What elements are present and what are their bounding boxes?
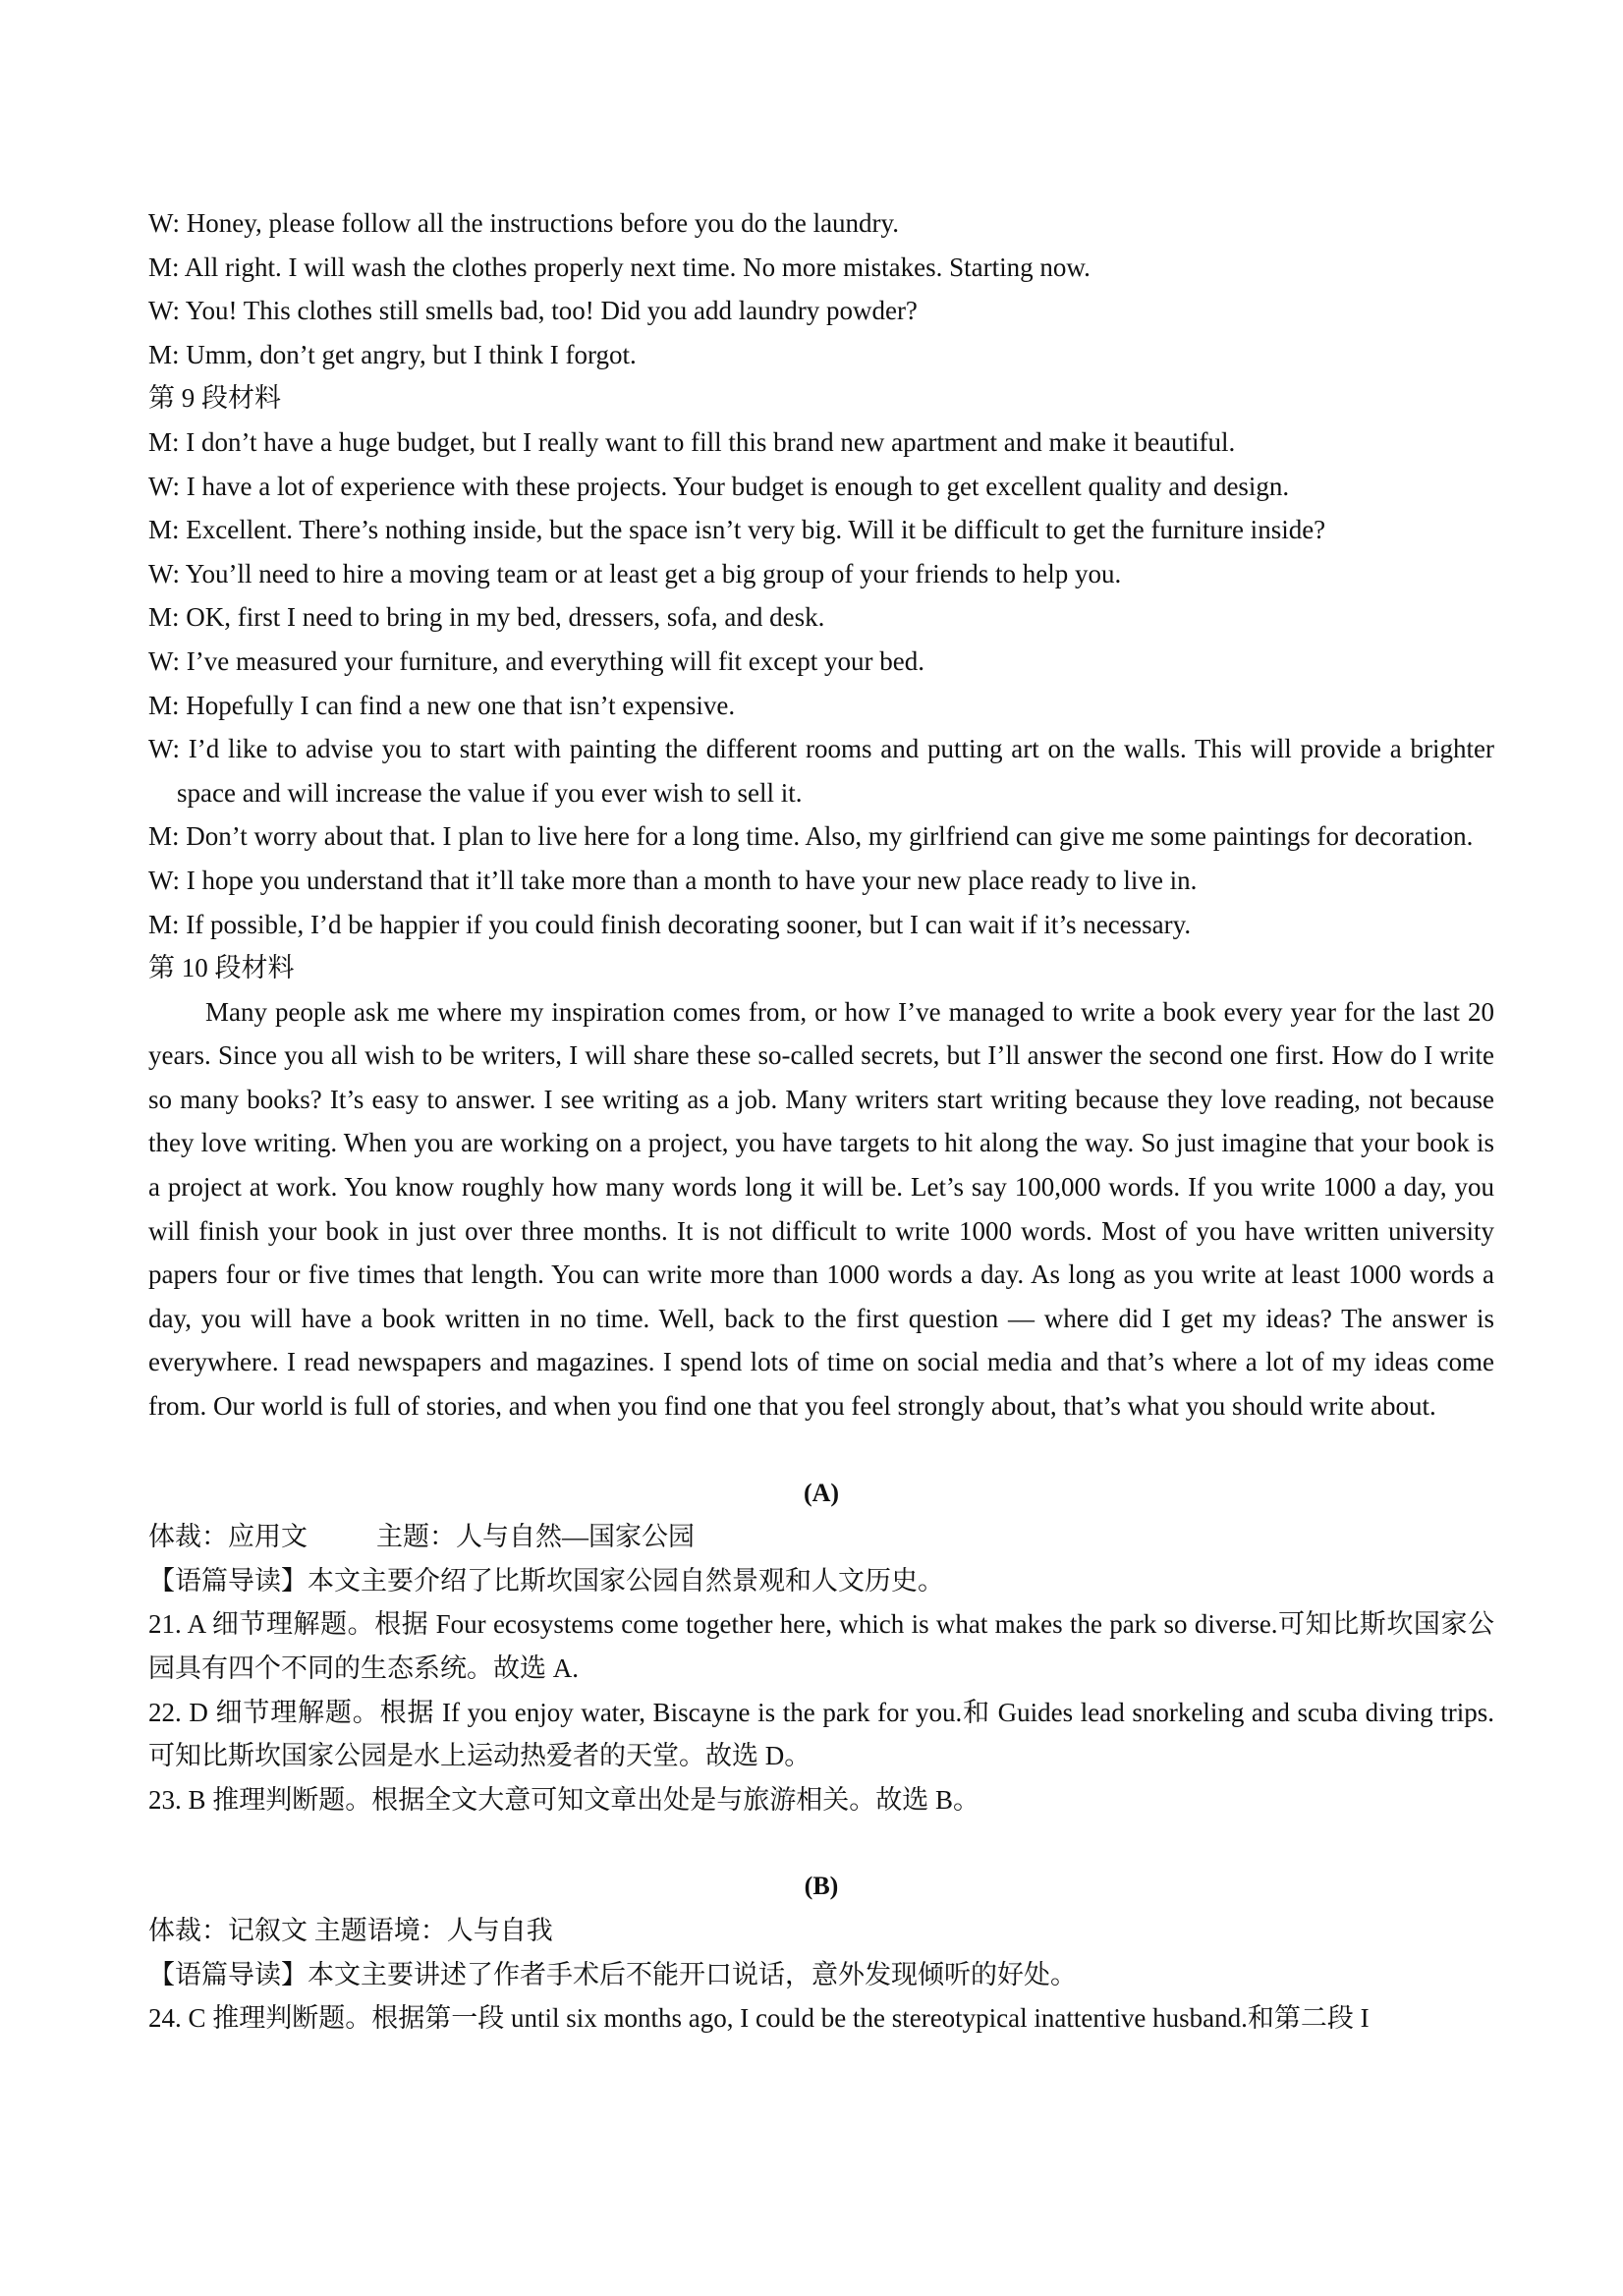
dialogue-line: M: I don’t have a huge budget, but I really want to fill this brand new apartment and make it beautiful. bbox=[148, 426, 1236, 457]
section-a bbox=[148, 1472, 1494, 1822]
section-b-title: (B) bbox=[804, 1872, 839, 1901]
dialogue-8 bbox=[148, 201, 1494, 376]
answer-24: 24. C 推理判断题。根据第一段 until six months ago, I could be the stereotypical inattentive husband.和第二段 I bbox=[148, 2003, 1370, 2034]
dialogue-line: M: Don’t worry about that. I plan to live here for a long time. Also, my girlfriend can give me some paintings for decoration. bbox=[148, 821, 1474, 852]
dialogue-line: W: I’d like to advise you to start with painting the different rooms and putting art on the walls. This will provide a brighter space and will increase the value if you ever wish to sell it. bbox=[148, 734, 1494, 808]
section-b-meta: 体裁：记叙文 主题语境：人与自我 bbox=[148, 1915, 553, 1945]
section-a-genre: 体裁：应用文 bbox=[148, 1522, 308, 1552]
dialogue-line: M: Excellent. There’s nothing inside, but the space isn’t very big. Will it be difficult to get the furniture inside? bbox=[148, 515, 1326, 545]
section-a-theme: 主题：人与自然—国家公园 bbox=[376, 1522, 695, 1552]
section-b bbox=[148, 1865, 1494, 2040]
dialogue-line: W: I have a lot of experience with these projects. Your budget is enough to get excellent quality and design. bbox=[148, 471, 1290, 501]
dialogue-line: M: OK, first I need to bring in my bed, dressers, sofa, and desk. bbox=[148, 602, 825, 633]
material-10-passage: Many people ask me where my inspiration comes from, or how I’ve managed to write a book every year for the last 20 years. Since you all wish to be writers, I will share these so-called secrets, but I’ll answer the second one first. How do I write so many books? It’s easy to answer. I see writing as a job. Many writers start writing because they love reading, not because they love writing. When you are working on a project, you have targets to hit along the way. So just imagine that your book is a project at work. You know roughly how many words long it will be. Let’s say 100,000 words. If you write 1000 a day, you will finish your book in just over three months. It is not difficult to write 1000 words. Most of you have written university papers four or five times that length. You can write more than 1000 words a day. As long as you write at least 1000 words a day, you will have a book written in no time. Well, back to the first question — where did I get my ideas? The answer is everywhere. I read newspapers and magazines. I spend lots of time on social media and that’s where a lot of my ideas come from. Our world is full of stories, and when you find one that you feel strongly about, that’s what you should write about. bbox=[148, 996, 1494, 1422]
dialogue-line: W: You! This clothes still smells bad, too! Did you add laundry powder? bbox=[148, 296, 918, 326]
material-9-heading: 第 9 段材料 bbox=[148, 383, 281, 414]
answer-22: 22. D 细节理解题。根据 If you enjoy water, Biscayne is the park for you.和 Guides lead snorkeling and scuba diving trips. 可知比斯坎国家公园是水上运动热爱者的天堂。故选 D。 bbox=[148, 1697, 1494, 1771]
answer-23: 23. B 推理判断题。根据全文大意可知文章出处是与旅游相关。故选 B。 bbox=[148, 1784, 980, 1815]
dialogue-line: M: If possible, I’d be happier if you could finish decorating sooner, but I can wait if it’s necessary. bbox=[148, 909, 1192, 939]
dialogue-9 bbox=[148, 420, 1494, 946]
material-10-heading: 第 10 段材料 bbox=[148, 953, 295, 983]
dialogue-line: M: All right. I will wash the clothes properly next time. No more mistakes. Starting now. bbox=[148, 252, 1091, 282]
dialogue-line: W: I’ve measured your furniture, and everything will fit except your bed. bbox=[148, 645, 924, 676]
dialogue-line: M: Umm, don’t get angry, but I think I forgot. bbox=[148, 339, 637, 369]
section-b-guide: 【语篇导读】本文主要讲述了作者手术后不能开口说话，意外发现倾听的好处。 bbox=[148, 1959, 1077, 1989]
document-page bbox=[148, 201, 1494, 2041]
dialogue-line: M: Hopefully I can find a new one that isn’t expensive. bbox=[148, 690, 736, 720]
dialogue-line: W: Honey, please follow all the instructions before you do the laundry. bbox=[148, 208, 900, 238]
dialogue-line: W: I hope you understand that it’ll take more than a month to have your new place ready to live in. bbox=[148, 865, 1198, 895]
section-a-meta bbox=[148, 1515, 1494, 1559]
answer-21: 21. A 细节理解题。根据 Four ecosystems come together here, which is what makes the park so diverse.可知比斯坎国家公园具有四个不同的生态系统。故选 A. bbox=[148, 1609, 1494, 1683]
section-a-title: (A) bbox=[803, 1478, 840, 1507]
section-a-guide: 【语篇导读】本文主要介绍了比斯坎国家公园自然景观和人文历史。 bbox=[148, 1565, 944, 1596]
dialogue-line: W: You’ll need to hire a moving team or at least get a big group of your friends to help you. bbox=[148, 558, 1122, 588]
